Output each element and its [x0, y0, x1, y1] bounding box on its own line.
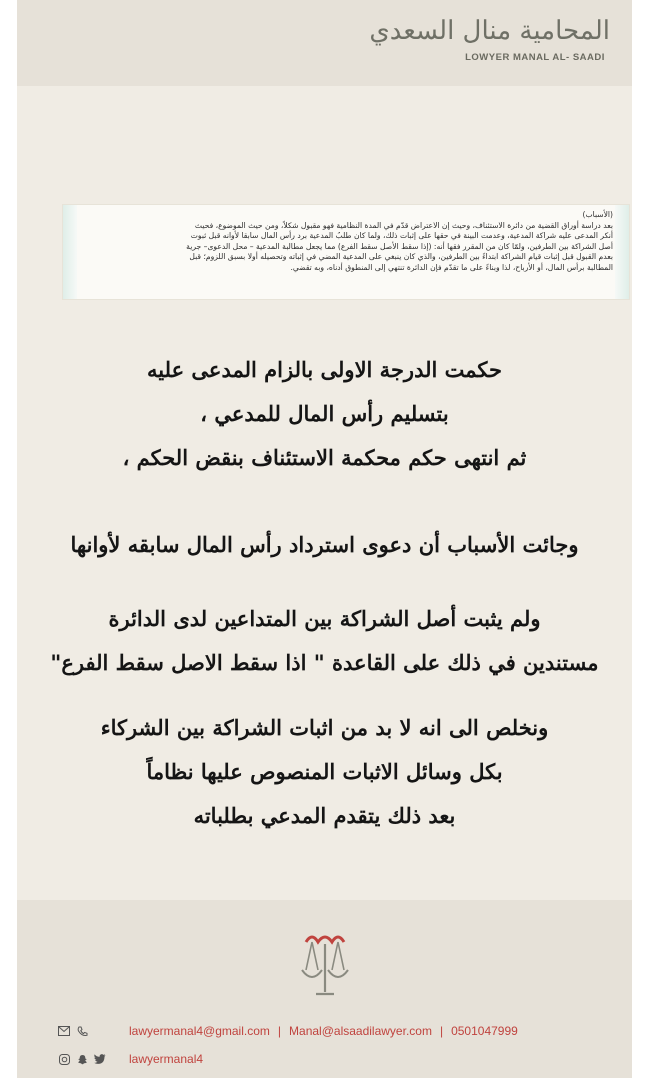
reasons-paragraph: [17, 523, 632, 567]
ruling-line: ثم انتهى حكم محكمة الاستئناف بنقض الحكم ،: [122, 445, 527, 470]
conclusion-paragraph: [17, 706, 632, 838]
excerpt-line: أنكر المدعى عليه شراكة المدعية، وعدمت البينة في حقها على إثبات ذلك، ولما كان طلبُ المدعية برد رأس المال سابقا لأوانه قبل ثبوت: [190, 231, 613, 241]
excerpt-line: بعدم القبول قبل إثبات قيام الشراكة ابتداءً بين الطرفين، والذي كان ينبغي على المدعية المضي في إثباته وتحصيله أولا بسبق اللزوم؛ قبل: [189, 252, 613, 262]
scales-emblem-icon: [292, 930, 358, 1000]
conclusion-line: بكل وسائل الاثبات المنصوص عليها نظاماً: [146, 759, 503, 784]
instagram-icon[interactable]: [57, 1052, 71, 1066]
email-link-gmail[interactable]: lawyermanal4@gmail.com: [129, 1024, 270, 1038]
judgment-excerpt-image: [62, 204, 630, 300]
conclusion-line: بعد ذلك يتقدم المدعي بطلباته: [193, 803, 456, 828]
phone-number[interactable]: 0501047999: [451, 1024, 518, 1038]
excerpt-text: [85, 210, 613, 274]
rule-line: ولم يثبت أصل الشراكة بين المتداعين لدى الدائرة: [108, 606, 541, 631]
logo: [369, 14, 610, 74]
excerpt-line: أصل الشراكة بين الطرفين، ولمّا كان من المقرر فقها أنه: (إذا سقط الأصل سقط الفرع) مما يجعل مطالبة المدعية – محل الدعوى– جرية: [186, 241, 613, 251]
contact-row-email-phone: [57, 1022, 518, 1040]
ruling-line: حكمت الدرجة الاولى بالزام المدعى عليه: [147, 357, 502, 382]
social-icons: [57, 1052, 129, 1066]
separator: |: [277, 1024, 282, 1038]
ruling-paragraph: [17, 348, 632, 480]
logo-arabic: المحامية منال السعدي: [369, 16, 610, 46]
excerpt-line: المطالبة برأس المال، أو الأرباح، لذا وبناءً على ما تقدّم فإن الدائرة تنتهي إلى المنطوق أدناه، وبه تقضي.: [290, 262, 613, 272]
rule-line: مستندين في ذلك على القاعدة " اذا سقط الاصل سقط الفرع": [50, 650, 599, 675]
snapchat-icon[interactable]: [75, 1052, 89, 1066]
conclusion-line: ونخلص الى انه لا بد من اثبات الشراكة بين الشركاء: [100, 715, 549, 740]
excerpt-border-left: [63, 205, 77, 299]
contact-icons: [57, 1024, 129, 1038]
excerpt-line: بعد دراسة أوراق القضية من دائرة الاستئناف، وحيث إن الاعتراض قدّم في المدة النظامية فهو مقبول شكلاً، ومن حيث الموضوع، فحيث: [194, 220, 613, 230]
contact-row-social: [57, 1050, 203, 1068]
document-page: [17, 0, 632, 1078]
header: [17, 0, 632, 86]
excerpt-line: (الأسباب): [582, 210, 613, 219]
ruling-line: بتسليم رأس المال للمدعي ،: [200, 401, 449, 426]
email-link-office[interactable]: Manal@alsaadilawyer.com: [289, 1024, 432, 1038]
excerpt-border-right: [615, 205, 629, 299]
rule-paragraph: [17, 597, 632, 685]
logo-english: LOWYER MANAL AL- SAADI: [465, 52, 605, 63]
separator: |: [439, 1024, 444, 1038]
social-handle[interactable]: lawyermanal4: [129, 1052, 204, 1066]
mail-icon: [57, 1024, 71, 1038]
reasons-line: وجائت الأسباب أن دعوى استرداد رأس المال سابقه لأوانها: [70, 532, 579, 557]
twitter-icon[interactable]: [93, 1052, 107, 1066]
footer: [17, 900, 632, 1078]
phone-icon: [75, 1024, 89, 1038]
